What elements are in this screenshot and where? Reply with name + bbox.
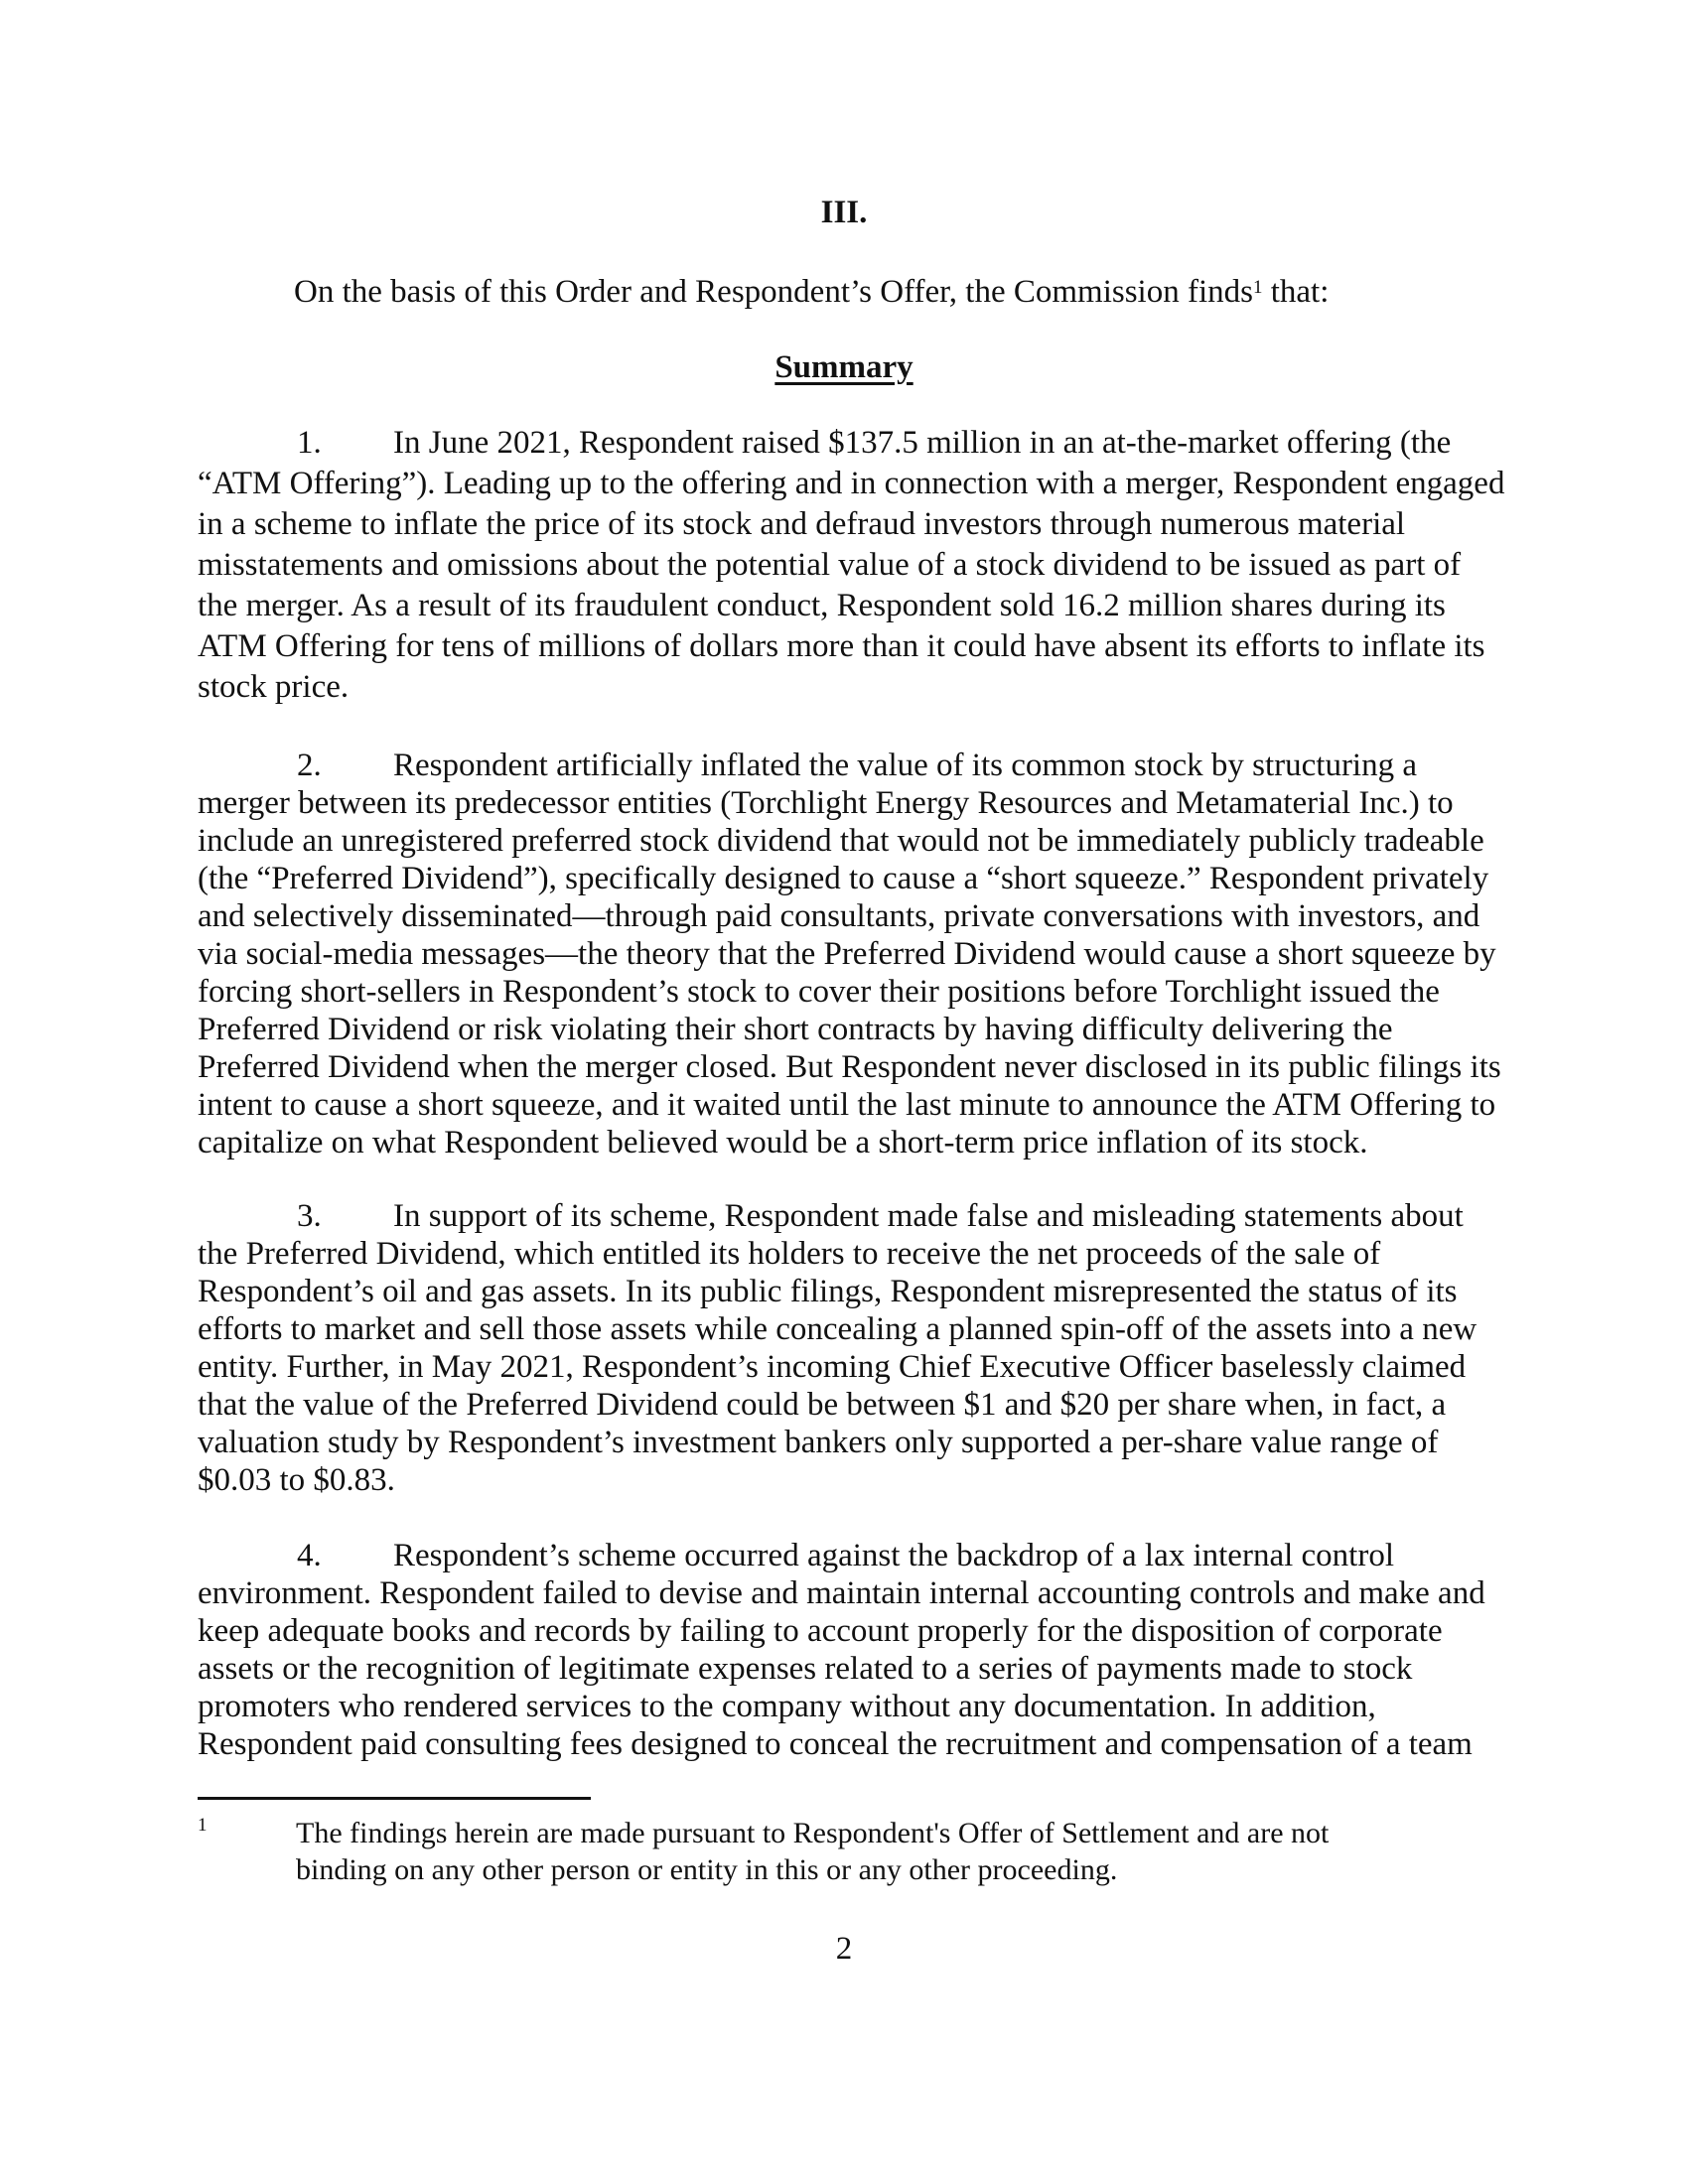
paragraph-line-text: via social-media messages—the theory that the Preferred Dividend would cause a short squeeze by [198,936,1496,972]
intro-sentence [198,273,1488,311]
paragraph-line [198,1574,1488,1612]
paragraph-line-text: ATM Offering for tens of millions of dollars more than it could have absent its efforts to inflate its [198,628,1485,664]
paragraph-line [198,747,1488,784]
paragraph-line-text: the Preferred Dividend, which entitled its holders to receive the net proceeds of the sale of [198,1236,1381,1272]
paragraph-line [198,1273,1488,1310]
paragraph-number: 1. [297,425,322,461]
paragraph-line [198,586,1488,626]
paragraph-line [198,1235,1488,1273]
intro-text: On the basis of this Order and Respondent’s Offer, the Commission finds [294,274,1253,310]
paragraph-line-text: environment. Respondent failed to devise and maintain internal accounting controls and make and [198,1575,1485,1611]
paragraph-line [198,1348,1488,1386]
footnote [198,1815,1488,1888]
paragraph-line [198,1386,1488,1424]
paragraph-line [198,1124,1488,1161]
paragraph-line-text: assets or the recognition of legitimate expenses related to a series of payments made to stock [198,1651,1413,1687]
paragraph-line-text: In June 2021, Respondent raised $137.5 million in an at-the-market offering (the [393,425,1452,461]
paragraph-line-text: valuation study by Respondent’s investment bankers only supported a per-share value range of [198,1425,1439,1460]
paragraph-line-text: efforts to market and sell those assets while concealing a planned spin-off of the assets into a new [198,1311,1477,1347]
paragraph-line [198,1310,1488,1348]
page-number: 2 [835,1931,853,1967]
paragraph-line [198,464,1505,504]
paragraph-line-text: misstatements and omissions about the potential value of a stock dividend to be issued as part of [198,547,1462,583]
paragraph-line-text: the merger. As a result of its fraudulent conduct, Respondent sold 16.2 million shares during its [198,588,1446,623]
paragraph-line-text: (the “Preferred Dividend”), specifically designed to cause a “short squeeze.” Respondent privately [198,861,1489,896]
paragraph-line [198,667,1488,708]
paragraph-4 [198,1537,1488,1763]
paragraph-line-text: merger between its predecessor entities (Torchlight Energy Resources and Metamaterial Inc.) to [198,785,1454,821]
intro-tail: that: [1262,274,1330,310]
paragraph-line [198,1461,1488,1499]
paragraph-line [198,784,1488,822]
paragraph-line [198,1612,1488,1650]
footnote-line: binding on any other person or entity in this or any other proceeding. [296,1853,1118,1886]
paragraph-line [198,935,1496,973]
paragraph-line-text: in a scheme to inflate the price of its stock and defraud investors through numerous material [198,506,1406,542]
paragraph-line [198,1086,1496,1124]
footnote-separator [198,1797,591,1800]
paragraph-line-text: forcing short-sellers in Respondent’s stock to cover their positions before Torchlight issued the [198,974,1440,1010]
paragraph-line [198,1725,1488,1763]
paragraph-line [198,1537,1488,1574]
paragraph-line-text: include an unregistered preferred stock dividend that would not be immediately publicly tradeable [198,823,1484,859]
paragraph-number: 4. [297,1538,322,1573]
paragraph-line [198,1011,1488,1048]
footnote-reference[interactable]: 1 [1252,277,1263,298]
paragraph-line-text: Preferred Dividend or risk violating their short contracts by having difficulty delivering the [198,1012,1393,1047]
summary-heading-text: Summary [774,349,914,385]
paragraph-line-text: stock price. [198,669,350,705]
section-heading: III. [820,195,868,230]
paragraph-line-text: capitalize on what Respondent believed would be a short-term price inflation of its stock. [198,1125,1368,1160]
paragraph-line-text: Respondent paid consulting fees designed to conceal the recruitment and compensation of a team [198,1726,1473,1762]
paragraph-line-text: Respondent artificially inflated the value of its common stock by structuring a [393,748,1417,783]
paragraph-line [198,973,1488,1011]
paragraph-line [198,423,1488,464]
paragraph-line-text: keep adequate books and records by failing to account properly for the disposition of corporate [198,1613,1443,1649]
paragraph-line [198,822,1488,860]
paragraph-line [198,1650,1488,1688]
paragraph-line-text: and selectively disseminated—through paid consultants, private conversations with investors, and [198,898,1480,934]
paragraph-1 [198,423,1505,708]
summary-heading [0,349,1688,386]
paragraph-line-text: promoters who rendered services to the company without any documentation. In addition, [198,1689,1376,1724]
paragraph-line [198,545,1488,586]
paragraph-line [198,897,1488,935]
paragraph-number: 2. [297,748,322,783]
paragraph-line-text: that the value of the Preferred Dividend could be between $1 and $20 per share when, in fact, a [198,1387,1447,1423]
paragraph-line-text: “ATM Offering”). Leading up to the offering and in connection with a merger, Respondent engaged [198,466,1505,501]
paragraph-line [198,1424,1488,1461]
paragraph-line-text: Respondent’s scheme occurred against the backdrop of a lax internal control [393,1538,1394,1573]
paragraph-line-text: intent to cause a short squeeze, and it waited until the last minute to announce the ATM Offering to [198,1087,1496,1123]
paragraph-line-text: Respondent’s oil and gas assets. In its public filings, Respondent misrepresented the status of its [198,1274,1458,1309]
paragraph-line-text: $0.03 to $0.83. [198,1462,395,1498]
paragraph-3 [198,1197,1488,1499]
paragraph-line [198,1688,1488,1725]
paragraph-number: 3. [297,1198,322,1234]
paragraph-line [198,860,1488,897]
paragraph-line [198,504,1488,545]
paragraph-line [198,626,1488,667]
footnote-line: The findings herein are made pursuant to Respondent's Offer of Settlement and are not [296,1817,1330,1849]
paragraph-line-text: Preferred Dividend when the merger closed. But Respondent never disclosed in its public filings its [198,1049,1501,1085]
paragraph-line [198,1197,1488,1235]
paragraph-line-text: entity. Further, in May 2021, Respondent’s incoming Chief Executive Officer baselessly claimed [198,1349,1467,1385]
paragraph-2 [198,747,1501,1161]
paragraph-line [198,1048,1501,1086]
paragraph-line-text: In support of its scheme, Respondent made false and misleading statements about [393,1198,1464,1234]
footnote-mark: 1 [198,1815,208,1836]
